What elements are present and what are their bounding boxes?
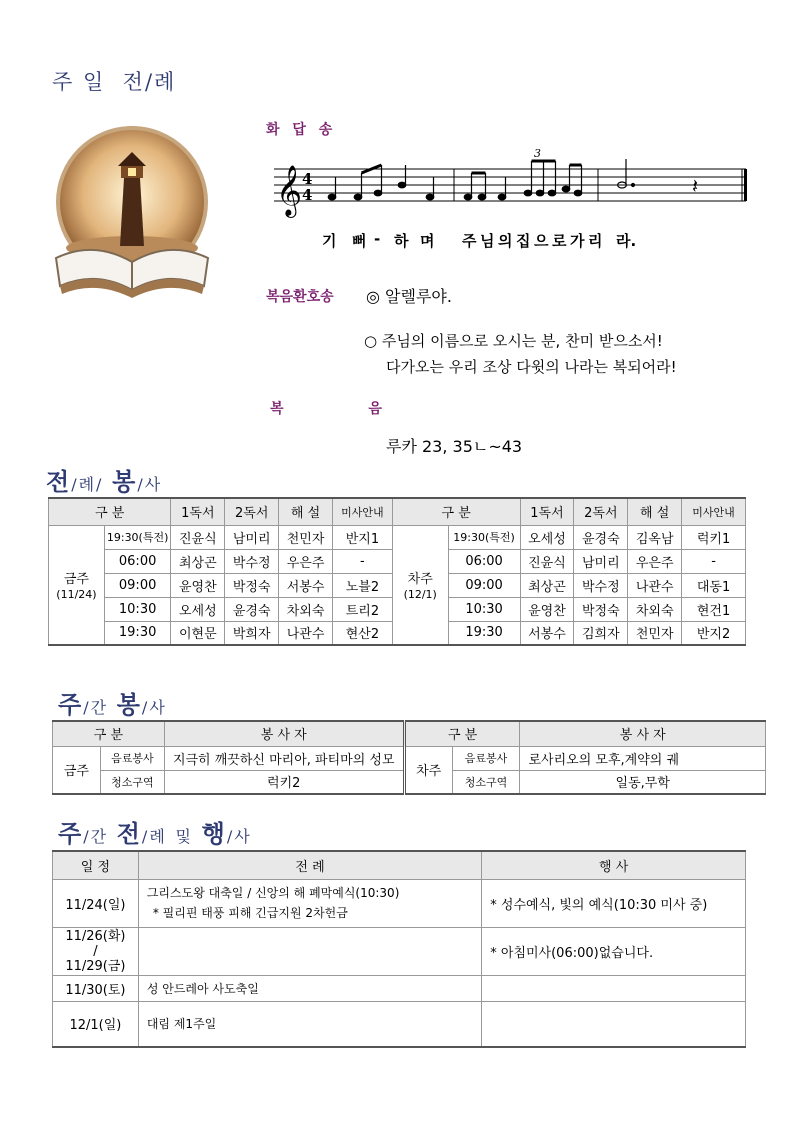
svg-text:𝄽: 𝄽 [692,174,699,198]
table-row: 19:30 이현문 박희자 나관수 현산2 19:30 서봉수 김희자 천민자 반지2 [49,621,746,645]
gospel-acclamation-label: 복음환호송 [266,289,334,305]
table-row: 09:00 윤영찬 박정숙 서봉수 노블2 09:00 최상곤 박수정 나관수 대동1 [49,573,746,597]
weekly-schedule-title: 주/간 전/례 및 행/사 [58,819,252,848]
page-title: 주 일 전/례 [52,70,177,94]
table-header-row: 구 분 봉 사 자 구 분 봉 사 자 [53,721,766,746]
music-staff [270,143,752,223]
table-row: 06:00 최상곤 박수정 우은주 - 06:00 진윤식 남미리 우은주 - [49,549,746,573]
acclamation-verse-2: 다가오는 우리 조상 다윗의 나라는 복되어라! [386,358,677,376]
table-row: 금주 (11/24) 19:30(특전) 진윤식 남미리 천민자 반지1 차주 (12/1) 19:30(특전) 오세성 윤경숙 김옥남 럭키1 [49,525,746,549]
weekly-service-title: 주/간 봉/사 [58,690,167,719]
table-row: 금주 음료봉사 지극히 깨끗하신 마리아, 파티마의 성모 차주 음료봉사 로사리오의 모후,계약의 궤 [53,746,766,770]
table-row: 11/26(화) / 11/29(금) * 아침미사(06:00)없습니다. [53,927,746,975]
psalm-lyrics: 기 뻐 - 하 며 주 님 의 집 으 로 가 리 라. [322,230,637,250]
weekly-service-table [52,720,766,795]
alleluia-text: ◎ 알렐루야. [366,287,452,306]
table-row: 청소구역 럭키2 청소구역 일동,무학 [53,770,766,794]
acclamation-verse-1: ○ 주님의 이름으로 오시는 분, 찬미 받으소서! [364,332,663,350]
svg-text:4: 4 [302,186,313,204]
lighthouse-logo [46,118,216,300]
svg-text:4: 4 [302,170,313,188]
table-header-row: 구 분 1독서 2독서 해 설 미사안내 구 분 1독서 2독서 해 설 미사안내 [49,498,746,525]
gospel-label: 복 음 [270,401,422,417]
table-row: 12/1(일) 대림 제1주일 [53,1001,746,1047]
triplet-mark: 3 [534,147,541,160]
table-row: 11/30(토) 성 안드레아 사도축일 [53,975,746,1001]
liturgy-service-title: 전/례/ 봉/사 [46,467,163,496]
svg-text:𝄞: 𝄞 [276,165,303,216]
weekly-schedule-table [52,850,746,1048]
liturgy-service-table [48,497,746,646]
table-row: 10:30 오세성 윤경숙 차외숙 트리2 10:30 윤영찬 박정숙 차외숙 현건1 [49,597,746,621]
gospel-reference: 루카 23, 35ㄴ~43 [386,437,523,456]
psalm-label: 화 답 송 [266,122,337,138]
table-header-row: 일 정 전 례 행 사 [53,851,746,879]
next-week-cell: 차주 (12/1) [392,525,448,645]
this-week-cell: 금주 (11/24) [49,525,105,645]
table-row: 11/24(일) 그리스도왕 대축일 / 신앙의 해 폐막예식(10:30) * 필리핀 태풍 피해 긴급지원 2차헌금 * 성수예식, 빛의 예식(10:30 미사 중) [53,879,746,927]
